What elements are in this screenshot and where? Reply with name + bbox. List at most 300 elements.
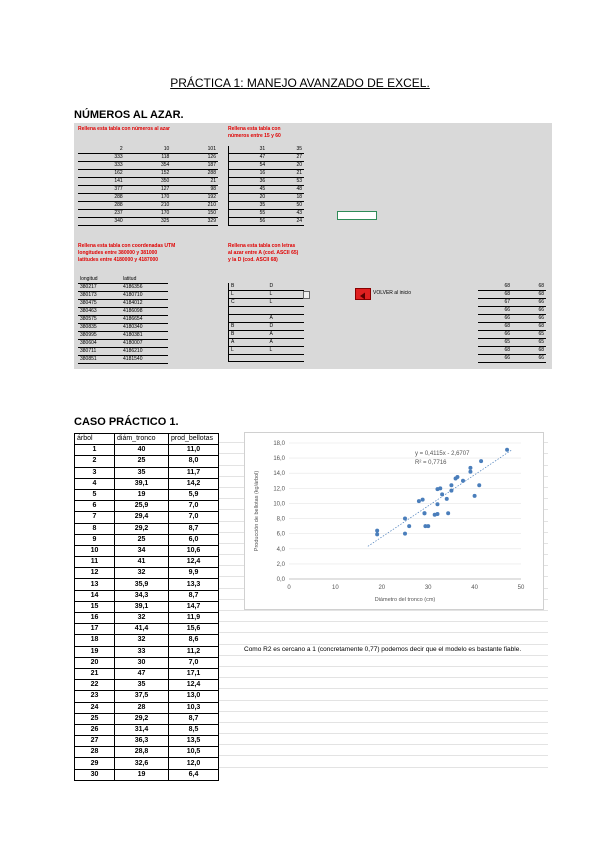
table-cell[interactable]: 35 [229, 202, 268, 210]
cell-arbol[interactable]: 16 [75, 613, 115, 624]
table-row [75, 445, 219, 456]
table-row [75, 456, 219, 467]
table-row [75, 467, 219, 478]
letters-row [229, 307, 305, 315]
cell-arbol[interactable]: 12 [75, 568, 115, 579]
table-row [75, 478, 219, 489]
data-point [479, 459, 483, 463]
random-row [78, 218, 218, 226]
table-cell[interactable]: B [229, 283, 268, 291]
table-cell[interactable] [229, 354, 268, 362]
y-tick-label: 0,0 [276, 577, 285, 583]
random-row [78, 186, 218, 194]
note-utm: Rellena esta tabla con coordenadas UTM longitudes entre 380000 y 381000 latitudes entre 4180000 y 4187000 [78, 243, 176, 263]
table-cell[interactable]: 66 [512, 307, 546, 315]
utm-row [78, 300, 168, 308]
cell-arbol[interactable]: 24 [75, 702, 115, 713]
cell-diam[interactable]: 25 [115, 456, 169, 467]
cell-arbol[interactable]: 3 [75, 467, 115, 478]
y-tick-label: 2,0 [276, 561, 285, 568]
table-cell[interactable]: latitud [121, 276, 168, 284]
y-tick-label: 14,0 [273, 471, 285, 478]
table-cell[interactable]: 380851 [78, 356, 121, 364]
table-cell[interactable]: 53 [267, 178, 304, 186]
ascii-row [478, 331, 546, 339]
table-cell[interactable]: 43 [267, 210, 304, 218]
cell-prod[interactable]: 13,5 [169, 736, 219, 747]
table-row [75, 769, 219, 780]
table-cell[interactable]: 288 [78, 202, 125, 210]
table-cell[interactable]: L [229, 346, 268, 354]
table-cell[interactable]: 380604 [78, 340, 121, 348]
utm-row [78, 316, 168, 324]
table-cell[interactable]: 27 [267, 154, 304, 162]
table-cell[interactable]: D [267, 322, 304, 330]
cell-prod[interactable]: 10,6 [169, 545, 219, 556]
cell-prod[interactable]: 8,5 [169, 724, 219, 735]
cell-diam[interactable]: 34 [115, 545, 169, 556]
table-cell[interactable]: L [267, 291, 304, 299]
cell-diam[interactable]: 25,9 [115, 501, 169, 512]
table-cell[interactable]: 68 [478, 347, 512, 355]
data-point [461, 479, 465, 483]
cell-diam[interactable]: 35 [115, 467, 169, 478]
r-squared-label: R² = 0,7716 [415, 460, 447, 466]
cell-arbol[interactable]: 18 [75, 635, 115, 646]
cell-diam[interactable]: 32 [115, 613, 169, 624]
cell-arbol[interactable]: 13 [75, 579, 115, 590]
cell-prod[interactable]: 8,7 [169, 523, 219, 534]
letters-row [229, 346, 305, 354]
table-cell[interactable]: longitud [78, 276, 121, 284]
cell-prod[interactable]: 11,7 [169, 467, 219, 478]
section-heading-case: CASO PRÁCTICO 1. [74, 416, 179, 428]
table-cell[interactable]: L [267, 299, 304, 307]
cell-diam[interactable]: 19 [115, 769, 169, 780]
table-cell[interactable]: 45 [229, 186, 268, 194]
table-cell[interactable]: 380835 [78, 324, 121, 332]
table-cell[interactable]: 68 [512, 347, 546, 355]
table-row [75, 489, 219, 500]
table-cell[interactable]: 170 [125, 194, 172, 202]
table-cell[interactable]: 2 [78, 146, 125, 154]
table-cell[interactable]: 4180340 [121, 324, 168, 332]
cell-diam[interactable]: 25 [115, 534, 169, 545]
cell-arbol[interactable]: 6 [75, 501, 115, 512]
cell-prod[interactable]: 14,7 [169, 601, 219, 612]
cell-prod[interactable]: 12,4 [169, 680, 219, 691]
table-cell[interactable]: D [267, 283, 304, 291]
table-cell[interactable]: A [267, 338, 304, 346]
table-cell[interactable]: L [229, 291, 268, 299]
table-cell[interactable]: 141 [78, 178, 125, 186]
table-row [75, 713, 219, 724]
cell-arbol[interactable]: 29 [75, 758, 115, 769]
cell-diam[interactable]: 34,3 [115, 590, 169, 601]
cell-arbol[interactable]: 22 [75, 680, 115, 691]
table-cell[interactable]: 288 [78, 194, 125, 202]
gridline [218, 712, 548, 723]
table-cell[interactable] [229, 307, 268, 315]
table-row [75, 523, 219, 534]
x-axis-label: Diámetro del tronco (cm) [374, 597, 436, 603]
table-cell[interactable]: 65 [478, 339, 512, 347]
volver-button[interactable] [355, 288, 371, 300]
letters-row [229, 338, 305, 346]
table-cell[interactable]: 4186654 [121, 316, 168, 324]
gridline [218, 622, 548, 633]
data-point [468, 466, 472, 470]
cell-prod[interactable]: 15,6 [169, 624, 219, 635]
table-cell[interactable] [267, 307, 304, 315]
table-cell[interactable]: 35 [267, 146, 304, 154]
x-tick-label: 50 [517, 585, 525, 591]
cell-prod[interactable]: 12,4 [169, 557, 219, 568]
table-cell[interactable]: 66 [478, 355, 512, 363]
table-cell[interactable]: 101 [171, 146, 218, 154]
table-cell[interactable]: 68 [512, 291, 546, 299]
gridline [218, 756, 548, 767]
x-tick-label: 10 [332, 585, 339, 591]
data-point [407, 524, 411, 528]
table-cell[interactable]: 65 [512, 339, 546, 347]
table-cell[interactable]: 380575 [78, 316, 121, 324]
cell-arbol[interactable]: 21 [75, 668, 115, 679]
range-row [229, 194, 305, 202]
table-cell[interactable]: 66 [512, 355, 546, 363]
note-range: Rellena esta tabla con números entre 15 y 60 [228, 126, 281, 139]
gridline [218, 734, 548, 745]
random-row [78, 146, 218, 154]
data-point [422, 511, 426, 515]
table-cell[interactable]: 16 [229, 170, 268, 178]
cell-prod[interactable]: 6,0 [169, 534, 219, 545]
table-cell[interactable]: 21 [267, 170, 304, 178]
table-cell[interactable]: 210 [125, 202, 172, 210]
table-cell[interactable]: 380995 [78, 332, 121, 340]
table-cell[interactable]: B [229, 330, 268, 338]
data-point [375, 532, 379, 536]
cell-arbol[interactable]: 4 [75, 478, 115, 489]
cell-arbol[interactable]: 20 [75, 657, 115, 668]
cell-diam[interactable]: 39,1 [115, 601, 169, 612]
table-cell[interactable]: 66 [512, 315, 546, 323]
cell-diam[interactable]: 41 [115, 557, 169, 568]
table-cell[interactable]: 380711 [78, 348, 121, 356]
table-cell[interactable]: 67 [478, 299, 512, 307]
cell-prod[interactable]: 8,6 [169, 635, 219, 646]
random-row [78, 210, 218, 218]
table-cell[interactable]: 36 [229, 178, 268, 186]
table-cell[interactable]: 48 [267, 186, 304, 194]
data-point [440, 492, 444, 496]
table-cell[interactable]: 340 [78, 218, 125, 226]
selected-cell[interactable] [337, 211, 377, 220]
cell-prod[interactable]: 13,0 [169, 691, 219, 702]
table-cell[interactable]: 329 [171, 218, 218, 226]
volver-label[interactable]: VOLVER al inicio [373, 290, 411, 296]
ascii-row [478, 323, 546, 331]
table-cell[interactable]: 350 [125, 178, 172, 186]
cell-arbol[interactable]: 2 [75, 456, 115, 467]
table-cell[interactable]: 66 [478, 307, 512, 315]
table-row [75, 512, 219, 523]
table-cell[interactable]: 4186098 [121, 308, 168, 316]
table-cell[interactable]: 127 [125, 186, 172, 194]
cell-prod[interactable]: 12,0 [169, 758, 219, 769]
table-cell[interactable]: 50 [267, 202, 304, 210]
cell-prod[interactable]: 17,1 [169, 668, 219, 679]
letters-row [229, 330, 305, 338]
ascii-row [478, 283, 546, 291]
cell-diam[interactable]: 28,8 [115, 747, 169, 758]
cell-prod[interactable]: 8,0 [169, 456, 219, 467]
table-cell[interactable]: 380173 [78, 292, 121, 300]
table-cell[interactable]: L [267, 346, 304, 354]
table-cell[interactable]: 152 [125, 170, 172, 178]
table-cell[interactable]: B [229, 322, 268, 330]
table-cell[interactable]: 20 [267, 162, 304, 170]
table-cell[interactable]: 150 [171, 210, 218, 218]
cell-prod[interactable]: 11,0 [169, 445, 219, 456]
table-cell[interactable]: 56 [229, 218, 268, 226]
cell-diam[interactable]: 32 [115, 635, 169, 646]
cell-prod[interactable]: 14,2 [169, 478, 219, 489]
trendline-equation: y = 0,4115x - 2,6707 [415, 451, 470, 457]
gridline [218, 723, 548, 734]
data-point [446, 511, 450, 515]
cell-arbol[interactable]: 7 [75, 512, 115, 523]
table-cell[interactable]: 4181540 [121, 356, 168, 364]
utm-row [78, 292, 168, 300]
table-cell[interactable]: 31 [229, 146, 268, 154]
cell-prod[interactable]: 7,0 [169, 657, 219, 668]
table-cell[interactable]: 170 [125, 210, 172, 218]
data-point [468, 470, 472, 474]
x-tick-label: 20 [378, 585, 386, 591]
cell-diam[interactable]: 30 [115, 657, 169, 668]
table-cell[interactable]: 333 [78, 162, 125, 170]
table-cell[interactable]: 47 [229, 154, 268, 162]
cell-diam[interactable]: 39,1 [115, 478, 169, 489]
cell-arbol[interactable]: 1 [75, 445, 115, 456]
cell-prod[interactable]: 10,5 [169, 747, 219, 758]
cell-prod[interactable]: 9,9 [169, 568, 219, 579]
table-cell[interactable]: 192 [171, 194, 218, 202]
scatter-chart[interactable] [244, 432, 544, 610]
table-row [75, 646, 219, 657]
cell-arbol[interactable]: 9 [75, 534, 115, 545]
table-cell[interactable]: 4184012 [121, 300, 168, 308]
cell-diam[interactable]: 41,4 [115, 624, 169, 635]
case-data-table [74, 433, 219, 781]
table-cell[interactable]: 380463 [78, 308, 121, 316]
range-row [229, 162, 305, 170]
cell-diam[interactable]: 32 [115, 568, 169, 579]
table-row [75, 635, 219, 646]
data-point [433, 513, 437, 517]
table-cell[interactable]: 237 [78, 210, 125, 218]
cell-diam[interactable]: 40 [115, 445, 169, 456]
table-cell[interactable]: 68 [512, 323, 546, 331]
section-heading-random: NÚMEROS AL AZAR. [74, 109, 184, 121]
table-row [75, 545, 219, 556]
table-cell[interactable]: 187 [171, 162, 218, 170]
table-cell[interactable]: 162 [78, 170, 125, 178]
random-row [78, 178, 218, 186]
gridline [218, 701, 548, 712]
table-cell[interactable]: 380217 [78, 284, 121, 292]
header-diam-tronco: diám_tronco [115, 434, 169, 445]
data-point [426, 524, 430, 528]
table-cell[interactable] [267, 354, 304, 362]
utm-row [78, 356, 168, 364]
cell-diam[interactable]: 29,4 [115, 512, 169, 523]
table-cell[interactable]: 54 [229, 162, 268, 170]
table-cell[interactable]: 288 [171, 170, 218, 178]
cell-arbol[interactable]: 25 [75, 713, 115, 724]
table-row [75, 724, 219, 735]
letters-row [229, 283, 305, 291]
table-cell[interactable]: 55 [229, 210, 268, 218]
ascii-row [478, 315, 546, 323]
cell-diam[interactable]: 32,6 [115, 758, 169, 769]
data-point [445, 497, 449, 501]
cell-diam[interactable]: 35 [115, 680, 169, 691]
table-cell[interactable]: C [229, 299, 268, 307]
cell-prod[interactable]: 7,0 [169, 501, 219, 512]
cell-arbol[interactable]: 11 [75, 557, 115, 568]
cell-diam[interactable]: 33 [115, 646, 169, 657]
table-cell[interactable]: 66 [478, 331, 512, 339]
scatter-chart-svg [245, 433, 545, 611]
table-cell[interactable]: 18 [267, 194, 304, 202]
cell-diam[interactable]: 19 [115, 489, 169, 500]
y-axis-label: Producción de bellotas (kg/árbol) [254, 470, 260, 552]
table-cell[interactable]: 4186356 [121, 284, 168, 292]
cell-diam[interactable]: 28 [115, 702, 169, 713]
table-cell[interactable]: 10 [125, 146, 172, 154]
ascii-row [478, 307, 546, 315]
cell-arbol[interactable]: 15 [75, 601, 115, 612]
cell-prod[interactable]: 8,7 [169, 713, 219, 724]
cell-prod[interactable]: 6,4 [169, 769, 219, 780]
table-row [75, 747, 219, 758]
cell-arbol[interactable]: 28 [75, 747, 115, 758]
table-cell[interactable]: 68 [478, 323, 512, 331]
cell-arbol[interactable]: 5 [75, 489, 115, 500]
ascii-row [478, 347, 546, 355]
cell-arbol[interactable]: 17 [75, 624, 115, 635]
cell-arbol[interactable]: 14 [75, 590, 115, 601]
table-cell[interactable]: A [267, 330, 304, 338]
cell-arbol[interactable]: 10 [75, 545, 115, 556]
table-cell[interactable]: 21 [171, 178, 218, 186]
cell-arbol[interactable]: 8 [75, 523, 115, 534]
cell-prod[interactable]: 5,9 [169, 489, 219, 500]
table-cell[interactable]: 4180381 [121, 332, 168, 340]
table-cell[interactable]: 333 [78, 154, 125, 162]
table-row [75, 501, 219, 512]
table-cell[interactable]: 68 [478, 291, 512, 299]
table-cell[interactable]: 210 [171, 202, 218, 210]
cell-diam[interactable]: 37,5 [115, 691, 169, 702]
data-point [449, 489, 453, 493]
letters-row [229, 322, 305, 330]
cell-arbol[interactable]: 23 [75, 691, 115, 702]
table-cell[interactable]: 98 [171, 186, 218, 194]
table-cell[interactable]: 68 [512, 283, 546, 291]
cell-arbol[interactable]: 27 [75, 736, 115, 747]
range-row [229, 178, 305, 186]
gridline [218, 611, 548, 622]
table-cell[interactable]: 4180007 [121, 340, 168, 348]
cell-diam[interactable]: 29,2 [115, 713, 169, 724]
table-cell[interactable]: A [229, 338, 268, 346]
cell-arbol[interactable]: 19 [75, 646, 115, 657]
table-cell[interactable]: 325 [125, 218, 172, 226]
table-row [75, 758, 219, 769]
ascii-codes-table [478, 283, 546, 363]
table-row [75, 657, 219, 668]
table-cell[interactable]: 66 [478, 315, 512, 323]
cell-diam[interactable]: 36,3 [115, 736, 169, 747]
data-point [417, 499, 421, 503]
cell-diam[interactable]: 47 [115, 668, 169, 679]
cell-prod[interactable]: 13,3 [169, 579, 219, 590]
table-row [75, 601, 219, 612]
cell-prod[interactable]: 11,2 [169, 646, 219, 657]
table-cell[interactable]: 68 [478, 283, 512, 291]
table-cell[interactable]: 20 [229, 194, 268, 202]
cell-prod[interactable]: 10,3 [169, 702, 219, 713]
table-cell[interactable]: 24 [267, 218, 304, 226]
cell-arbol[interactable]: 30 [75, 769, 115, 780]
table-cell[interactable]: 118 [125, 154, 172, 162]
utm-row [78, 340, 168, 348]
ascii-row [478, 299, 546, 307]
header-arbol: árbol [75, 434, 115, 445]
cell-prod[interactable]: 7,0 [169, 512, 219, 523]
table-cell[interactable]: A [267, 314, 304, 322]
cell-prod[interactable]: 8,7 [169, 590, 219, 601]
utm-row [78, 332, 168, 340]
table-row [75, 691, 219, 702]
table-cell[interactable]: 354 [125, 162, 172, 170]
cell-arbol[interactable]: 26 [75, 724, 115, 735]
table-cell[interactable] [229, 314, 268, 322]
cell-diam[interactable]: 35,9 [115, 579, 169, 590]
table-cell[interactable]: 66 [512, 299, 546, 307]
table-cell[interactable]: 126 [171, 154, 218, 162]
cell-diam[interactable]: 31,4 [115, 724, 169, 735]
table-cell[interactable]: 4186210 [121, 348, 168, 356]
y-tick-label: 12,0 [273, 486, 285, 493]
table-cell[interactable]: 380475 [78, 300, 121, 308]
table-row [75, 702, 219, 713]
table-cell[interactable]: 65 [512, 331, 546, 339]
range-row [229, 146, 305, 154]
random-row [78, 162, 218, 170]
cell-prod[interactable]: 11,9 [169, 613, 219, 624]
gridline [218, 633, 548, 644]
table-cell[interactable]: 4180710 [121, 292, 168, 300]
letters-row [229, 291, 305, 299]
range-row [229, 218, 305, 226]
cell-diam[interactable]: 29,2 [115, 523, 169, 534]
table-cell[interactable]: 377 [78, 186, 125, 194]
y-tick-label: 4,0 [276, 546, 285, 553]
